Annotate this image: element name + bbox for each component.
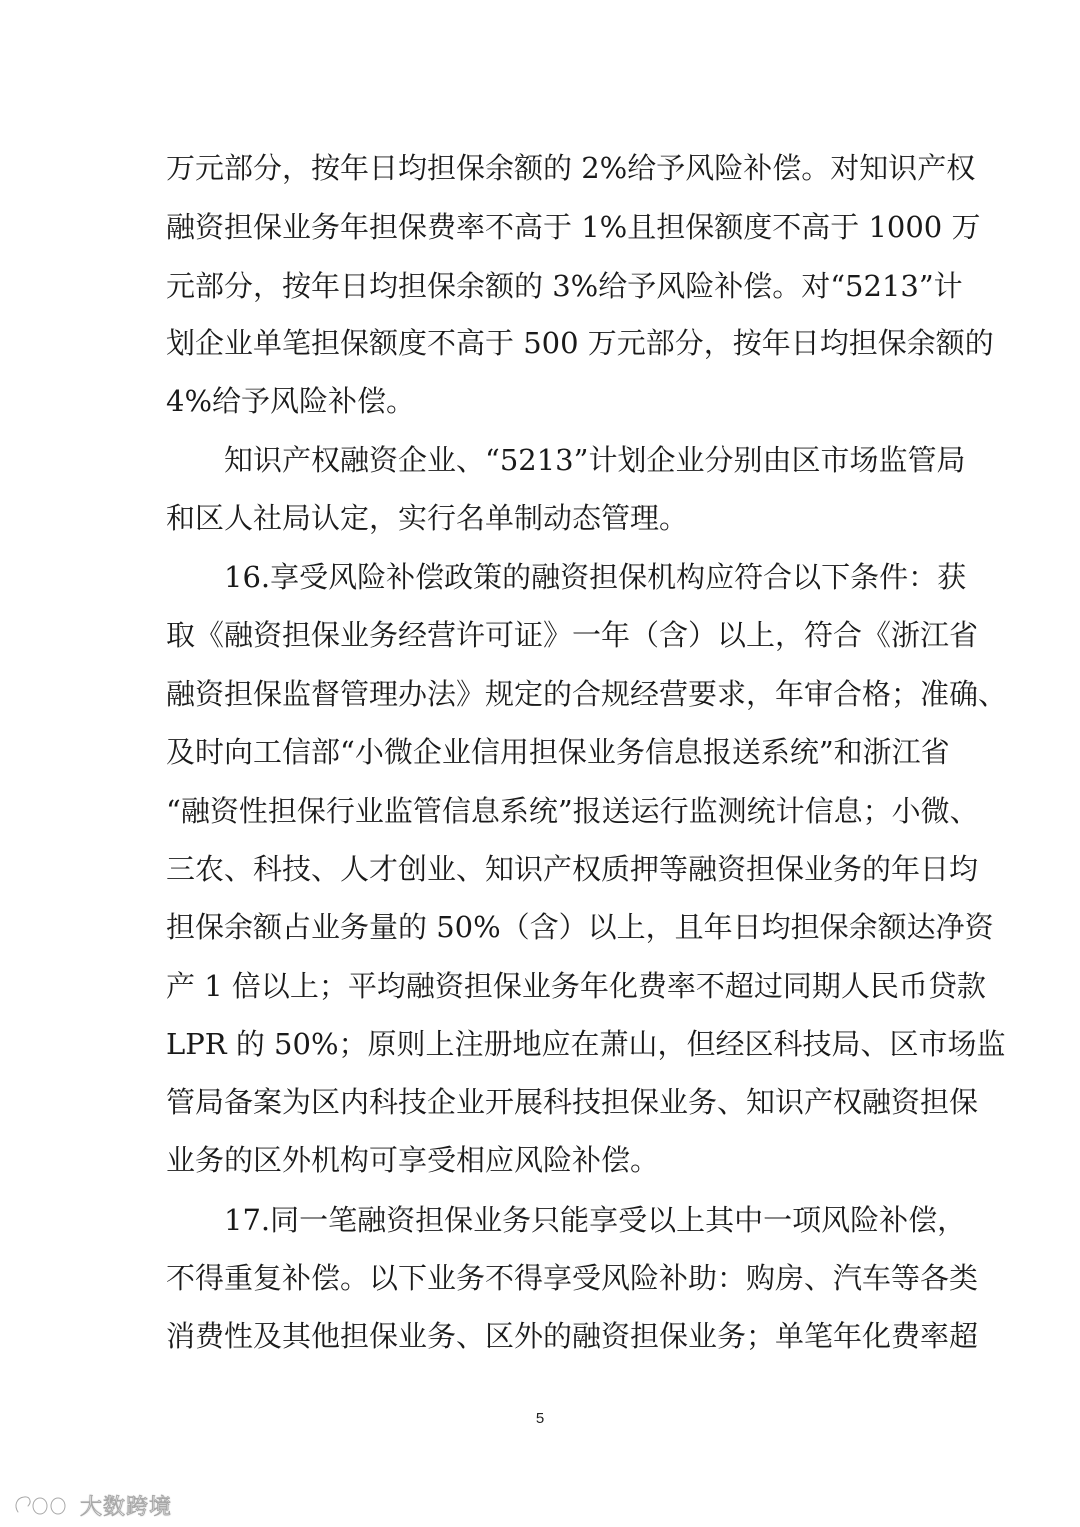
body-text-line: 16.享受风险补偿政策的融资担保机构应符合以下条件：获 — [224, 560, 967, 594]
watermark-logo-icon — [12, 1492, 74, 1518]
body-text-line: 业务的区外机构可享受相应风险补偿。 — [166, 1143, 660, 1177]
watermark — [12, 1490, 172, 1520]
body-text-line: 管局备案为区内科技企业开展科技担保业务、知识产权融资担保 — [166, 1085, 979, 1119]
body-text-line: 产 1 倍以上；平均融资担保业务年化费率不超过同期人民币贷款 — [166, 969, 986, 1003]
body-text-line: 三农、科技、人才创业、知识产权质押等融资担保业务的年日均 — [166, 852, 979, 886]
body-text-line: 知识产权融资企业、“5213”计划企业分别由区市场监管局 — [224, 443, 966, 477]
body-text-line: 消费性及其他担保业务、区外的融资担保业务；单笔年化费率超 — [166, 1319, 979, 1353]
body-text-line: LPR 的 50%；原则上注册地应在萧山，但经区科技局、区市场监 — [166, 1027, 1006, 1061]
body-text-line: 融资担保业务年担保费率不高于 1%且担保额度不高于 1000 万 — [166, 210, 981, 244]
body-text-line: “融资性担保行业监管信息系统”报送运行监测统计信息；小微、 — [166, 794, 979, 828]
page-number: 5 — [535, 1410, 545, 1427]
body-text-line: 担保余额占业务量的 50%（含）以上，且年日均担保余额达净资 — [166, 910, 994, 944]
body-text-line: 划企业单笔担保额度不高于 500 万元部分，按年日均担保余额的 — [166, 326, 994, 360]
body-text-line: 及时向工信部“小微企业信用担保业务信息报送系统”和浙江省 — [166, 735, 950, 769]
body-text-line: 融资担保监督管理办法》规定的合规经营要求，年审合格；准确、 — [166, 677, 1008, 711]
body-text-line: 4%给予风险补偿。 — [166, 384, 416, 418]
body-text-line: 取《融资担保业务经营许可证》一年（含）以上，符合《浙江省 — [166, 618, 979, 652]
watermark-text: 大数跨境 — [80, 1494, 173, 1520]
body-text-line: 17.同一笔融资担保业务只能享受以上其中一项风险补偿， — [224, 1203, 967, 1237]
body-text-line: 元部分，按年日均担保余额的 3%给予风险补偿。对“5213”计 — [166, 269, 963, 303]
body-text-line: 不得重复补偿。以下业务不得享受风险补助：购房、汽车等各类 — [166, 1261, 979, 1295]
body-text-line: 万元部分，按年日均担保余额的 2%给予风险补偿。对知识产权 — [166, 151, 976, 185]
body-text-line: 和区人社局认定，实行名单制动态管理。 — [166, 501, 689, 535]
